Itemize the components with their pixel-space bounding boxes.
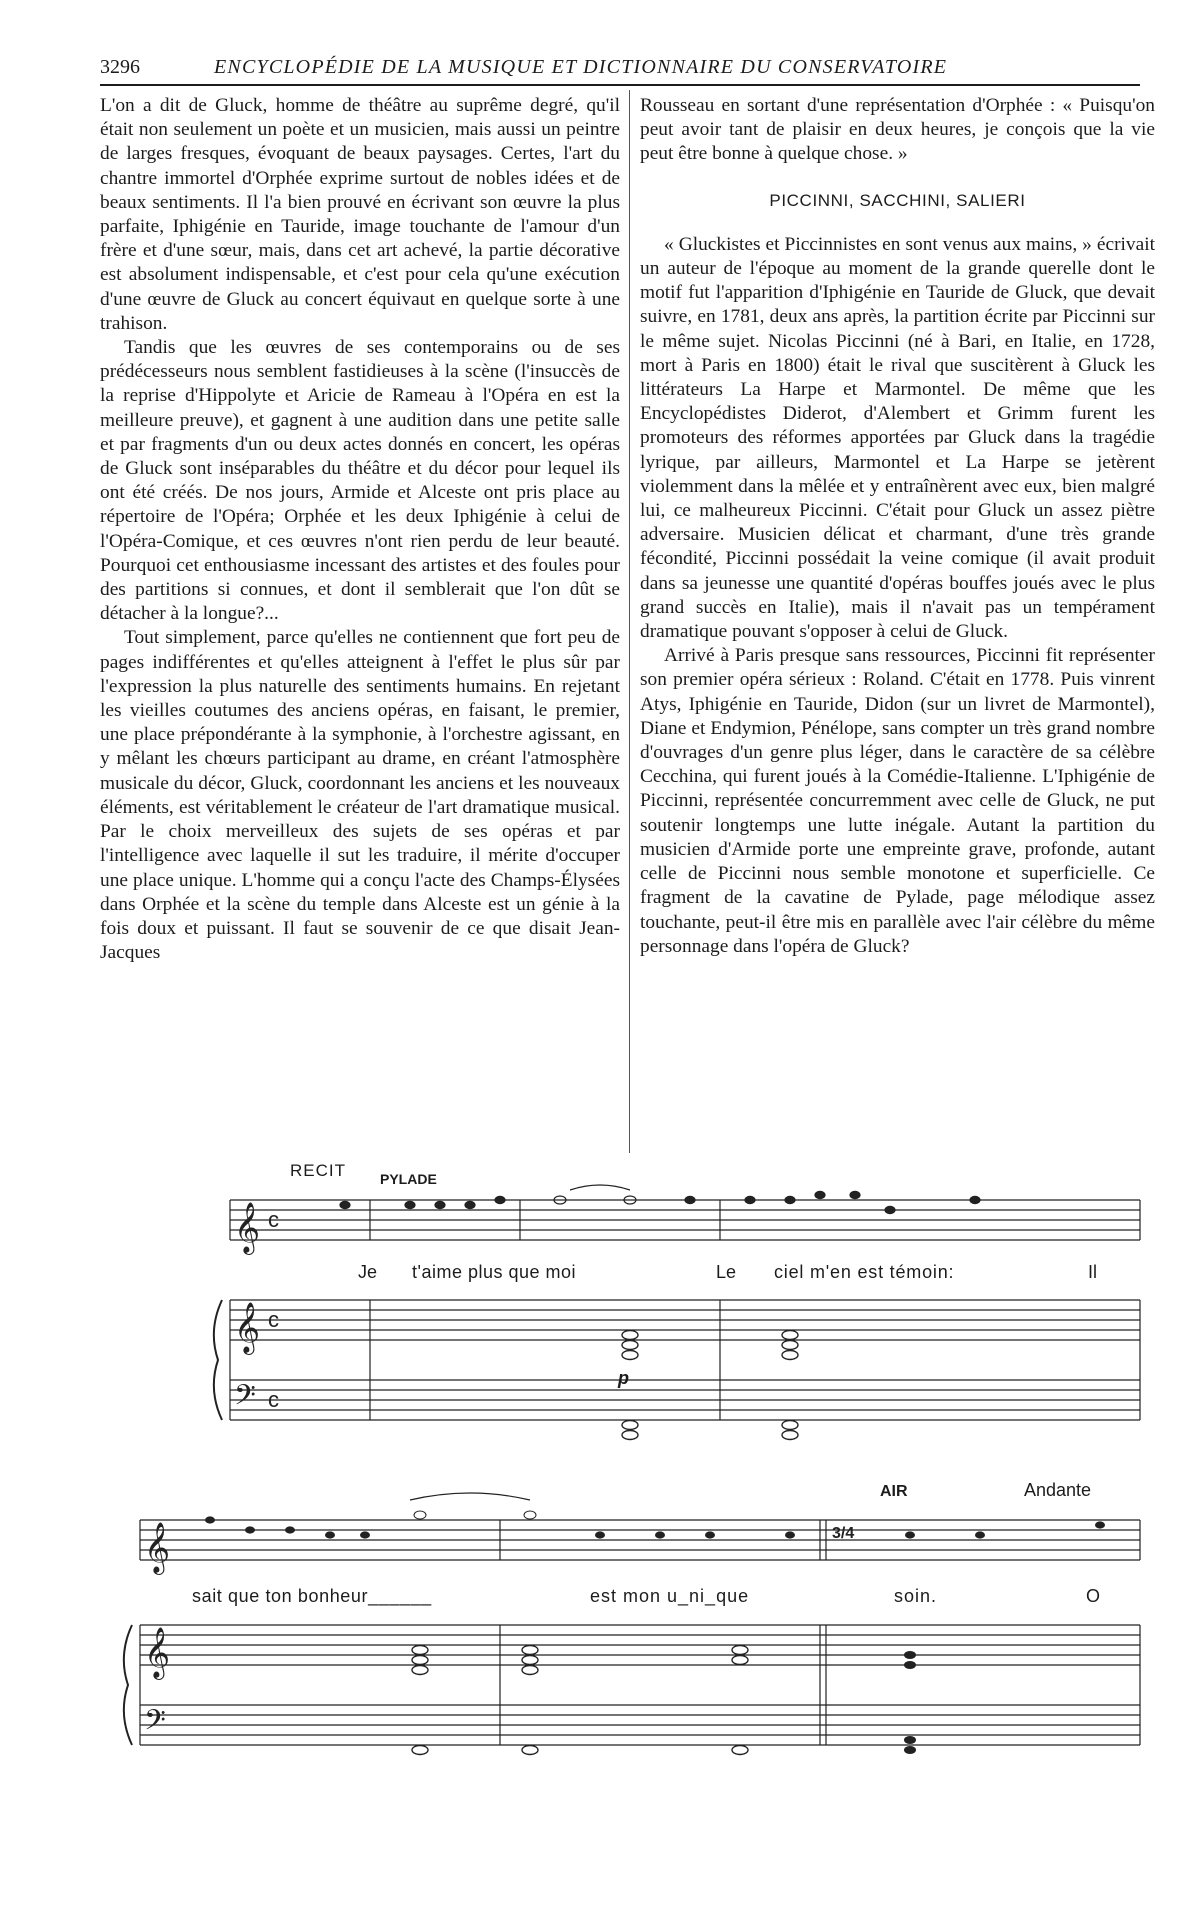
- music-score: [0, 1160, 1203, 1860]
- lyric: Le: [716, 1262, 737, 1282]
- left-column: [100, 94, 620, 965]
- paragraph: L'on a dit de Gluck, homme de théâtre au suprême degré, qu'il était non seulement un poète et un musicien, mais aussi un peintre de larges fresques, évoquant de beaux paysages. Certes, l'art du chantre immortel d'Orphée exprime surtout de nobles idées et de beaux sentiments. Il l'a bien prouvé en écrivant son œuvre la plus parfaite, Iphigénie en Tauride, image touchante de l'amour d'un frère et d'une sœur, mais, dans cet art achevé, la partie décorative est absolument indispensable, et c'est pour cela qu'une exécution d'une œuvre de Gluck au concert équivaut en quelque sorte à une trahison.: [100, 95, 620, 334]
- piano-treble-staff-2: [140, 1625, 1140, 1745]
- section-title: PICCINNI, SACCHINI, SALIERI: [769, 190, 1026, 210]
- treble-clef-icon: 𝄞: [234, 1203, 261, 1252]
- bass-clef-icon: 𝄢: [144, 1705, 166, 1743]
- svg-text:c: c: [268, 1387, 279, 1412]
- column-divider: [629, 90, 630, 1153]
- lyric: t'aime plus que moi: [412, 1262, 577, 1282]
- tempo-mark: Andante: [1024, 1480, 1092, 1500]
- svg-text:c: c: [268, 1307, 279, 1332]
- lyric: Il: [1088, 1262, 1097, 1282]
- voice-staff-2: [140, 1520, 1140, 1560]
- lyric: O: [1086, 1586, 1101, 1606]
- paragraph: Tandis que les œuvres de ses contemporains ou de ses prédécesseurs nous semblent fastidieuses à la scène (l'insuccès de la reprise d'Hippolyte et Aricie de Rameau à l'Opéra en est la meilleure preuve), et gagnent à une audition dans une petite salle et par fragments d'un ou deux actes donnés en concert, les opéras de Gluck sont inséparables du théâtre et du décor pour lequel ils ont été créés. De nos jours, Armide et Alceste ont pris place au répertoire de l'Opéra; Orphée et les deux Iphigénie à celui de l'Opéra-Comique, et ces œuvres n'ont rien perdu de leur beauté. Pourquoi cet enthousiasme incessant des artistes et des foules pour des partitions si connues, et dont il semblerait que l'on dût se détacher à la longue?...: [100, 337, 620, 625]
- piano-bass-staff-2: [140, 1705, 1140, 1745]
- lyric: est mon u_ni_que: [590, 1586, 750, 1606]
- recit-mark: RECIT: [290, 1161, 346, 1180]
- dynamic-marking: p: [618, 1368, 629, 1388]
- bass-clef-icon: 𝄢: [234, 1380, 256, 1418]
- running-title: ENCYCLOPÉDIE DE LA MUSIQUE ET DICTIONNAIRE DU CONSERVATOIRE: [214, 56, 948, 78]
- running-header: [100, 56, 1140, 86]
- svg-text:c: c: [268, 1207, 279, 1232]
- lyric: Je: [358, 1262, 378, 1282]
- treble-clef-icon: 𝄞: [144, 1523, 171, 1572]
- voice-staff-1: [230, 1200, 1140, 1240]
- treble-clef-icon: 𝄞: [234, 1303, 261, 1352]
- piano-bass-staff-1: [230, 1380, 1140, 1420]
- lyric: ciel m'en est témoin:: [774, 1262, 955, 1282]
- page-number: 3296: [100, 56, 140, 78]
- air-mark: AIR: [880, 1483, 908, 1500]
- lyric: sait que ton bonheur______: [192, 1586, 432, 1606]
- right-column: [640, 94, 1155, 959]
- paragraph: Tout simplement, parce qu'elles ne contiennent que fort peu de pages indifférentes et qu'elles atteignent à l'effet le plus sûr par l'expression la plus naturelle des sentiments humains. En rejetant les vieilles coutumes des anciens opéras, en faisant, le premier, une place prépondérante à la symphonie, à l'orchestre agissant, en y mêlant les chœurs participant au drame, en créant l'atmosphère musicale du décor, Gluck, coordonnant les anciens et les nouveaux éléments, est véritablement le créateur de l'art dramatique musical. Par le choix merveilleux des sujets de ses opéras et par l'intelligence avec laquelle il sut les traduire, il mérite d'occuper une place unique. L'homme qui a conçu l'acte des Champs-Élysées dans Orphée et la scène du temple dans Alceste est un génie à la fois doux et puissant. Il faut se souvenir de ce que disait Jean-Jacques: [100, 627, 620, 964]
- paragraph: « Gluckistes et Piccinnistes en sont venus aux mains, » écrivait un auteur de l'époque au moment de la grande querelle dont le motif fut l'apparition d'Iphigénie en Tauride de Gluck, que devait suivre, en 1781, deux ans après, la partition écrite par Piccinni sur le même sujet. Nicolas Piccinni (né à Bari, en Italie, en 1728, mort à Paris en 1800) était le rival que suscitèrent à Gluck les littérateurs La Harpe et Marmontel. De même que les Encyclopédistes Diderot, d'Alembert et Grimm furent les promoteurs des réformes apportées par Gluck dans la tragédie lyrique, par ailleurs, Marmontel et La Harpe se jetèrent violemment dans la mêlée et y entraînèrent avec eux, bien malgré lui, ce malheureux Piccinni. C'était pour Gluck un assez piètre adversaire. Musicien délicat et charmant, d'une très grande fécondité, Piccinni possédait la veine comique (il avait produit dans sa jeunesse une quantité d'opéras bouffes joués avec le plus grand succès en Italie), mais il n'avait pas un tempérament dramatique pouvant s'opposer à celui de Gluck.: [640, 233, 1155, 643]
- time-signature: 3/4: [832, 1525, 855, 1542]
- treble-clef-icon: 𝄞: [144, 1628, 171, 1677]
- character-name: PYLADE: [380, 1171, 437, 1187]
- lyric: soin.: [894, 1586, 938, 1606]
- paragraph: Rousseau en sortant d'une représentation d'Orphée : « Puisqu'on peut avoir tant de plaisir en deux heures, je conçois que la vie peut être bonne à quelque chose. »: [640, 95, 1155, 165]
- paragraph: Arrivé à Paris presque sans ressources, Piccinni fit représenter son premier opéra sérieux : Roland. C'était en 1778. Puis vinrent Atys, Iphigénie en Tauride, Didon (sur un livret de Marmontel), Diane et Endymion, Pénélope, sans compter un très grand nombre d'ouvrages d'un genre plus léger, dans le caractère de sa célèbre Cecchina, qui furent joués à la Comédie-Italienne. L'Iphigénie de Piccinni, représentée concurremment avec celle de Gluck, ne put soutenir longtemps une lutte inégale. Autant la partition du musicien d'Armide porte une empreinte grave, profonde, autant celle de Piccinni nous semble monotone et superficielle. Ce fragment de la cavatine de Pylade, page mélodique assez touchante, peut-il être mis en parallèle avec l'air célèbre du même personnage dans l'opéra de Gluck?: [640, 645, 1155, 957]
- piano-treble-staff-1: [230, 1300, 1140, 1420]
